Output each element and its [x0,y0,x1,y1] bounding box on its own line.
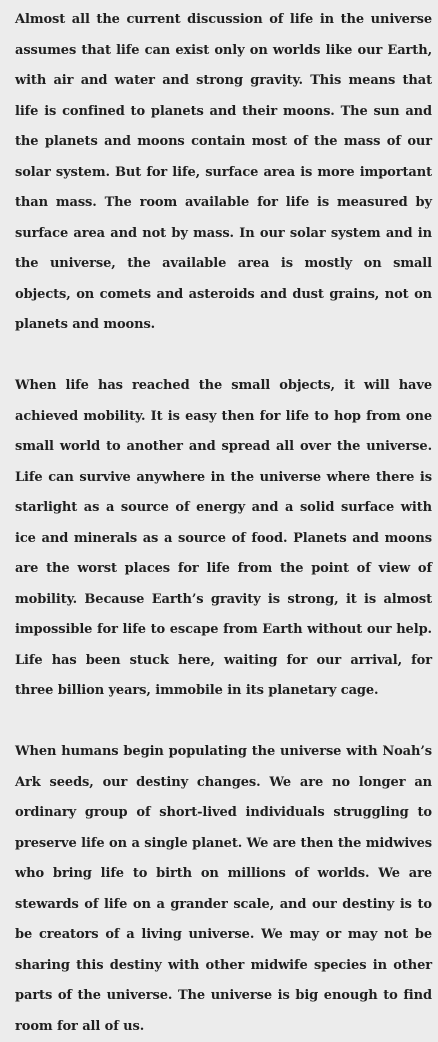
paragraph-3: When humans begin populating the universe with Noah’s Ark seeds, our destiny changes. We are no longer an ordinary group of short-lived individuals struggling to preserve life on a single planet. We are then the midwives who bring life to birth on millions of worlds. We are stewards of life on a grander scale, and our destiny is to be creators of a living universe. We may or may not be sharing this destiny with other midwife species in other parts of the universe. The universe is big enough to find room for all of us. [15,744,432,1034]
paragraph-1: Almost all the current discussion of life in the universe assumes that life can exist only on worlds like our Earth, with air and water and strong gravity. This means that life is confined to planets and their moons. The sun and the planets and moons contain most of the mass of our solar system. But for life, surface area is more important than mass. The room available for life is measured by surface area and not by mass. In our solar system and in the universe, the available area is mostly on small objects, on comets and asteroids and dust grains, not on planets and moons. [15,12,432,332]
paragraph-2: When life has reached the small objects, it will have achieved mobility. It is easy then for life to hop from one small world to another and spread all over the universe. Life can survive anywhere in the universe where there is starlight as a source of energy and a solid surface with ice and minerals as a source of food. Planets and moons are the worst places for life from the point of view of mobility. Because Earth’s gravity is strong, it is almost impossible for life to escape from Earth without our help. Life has been stuck here, waiting for our arrival, for three billion years, immobile in its planetary cage. [15,378,432,698]
